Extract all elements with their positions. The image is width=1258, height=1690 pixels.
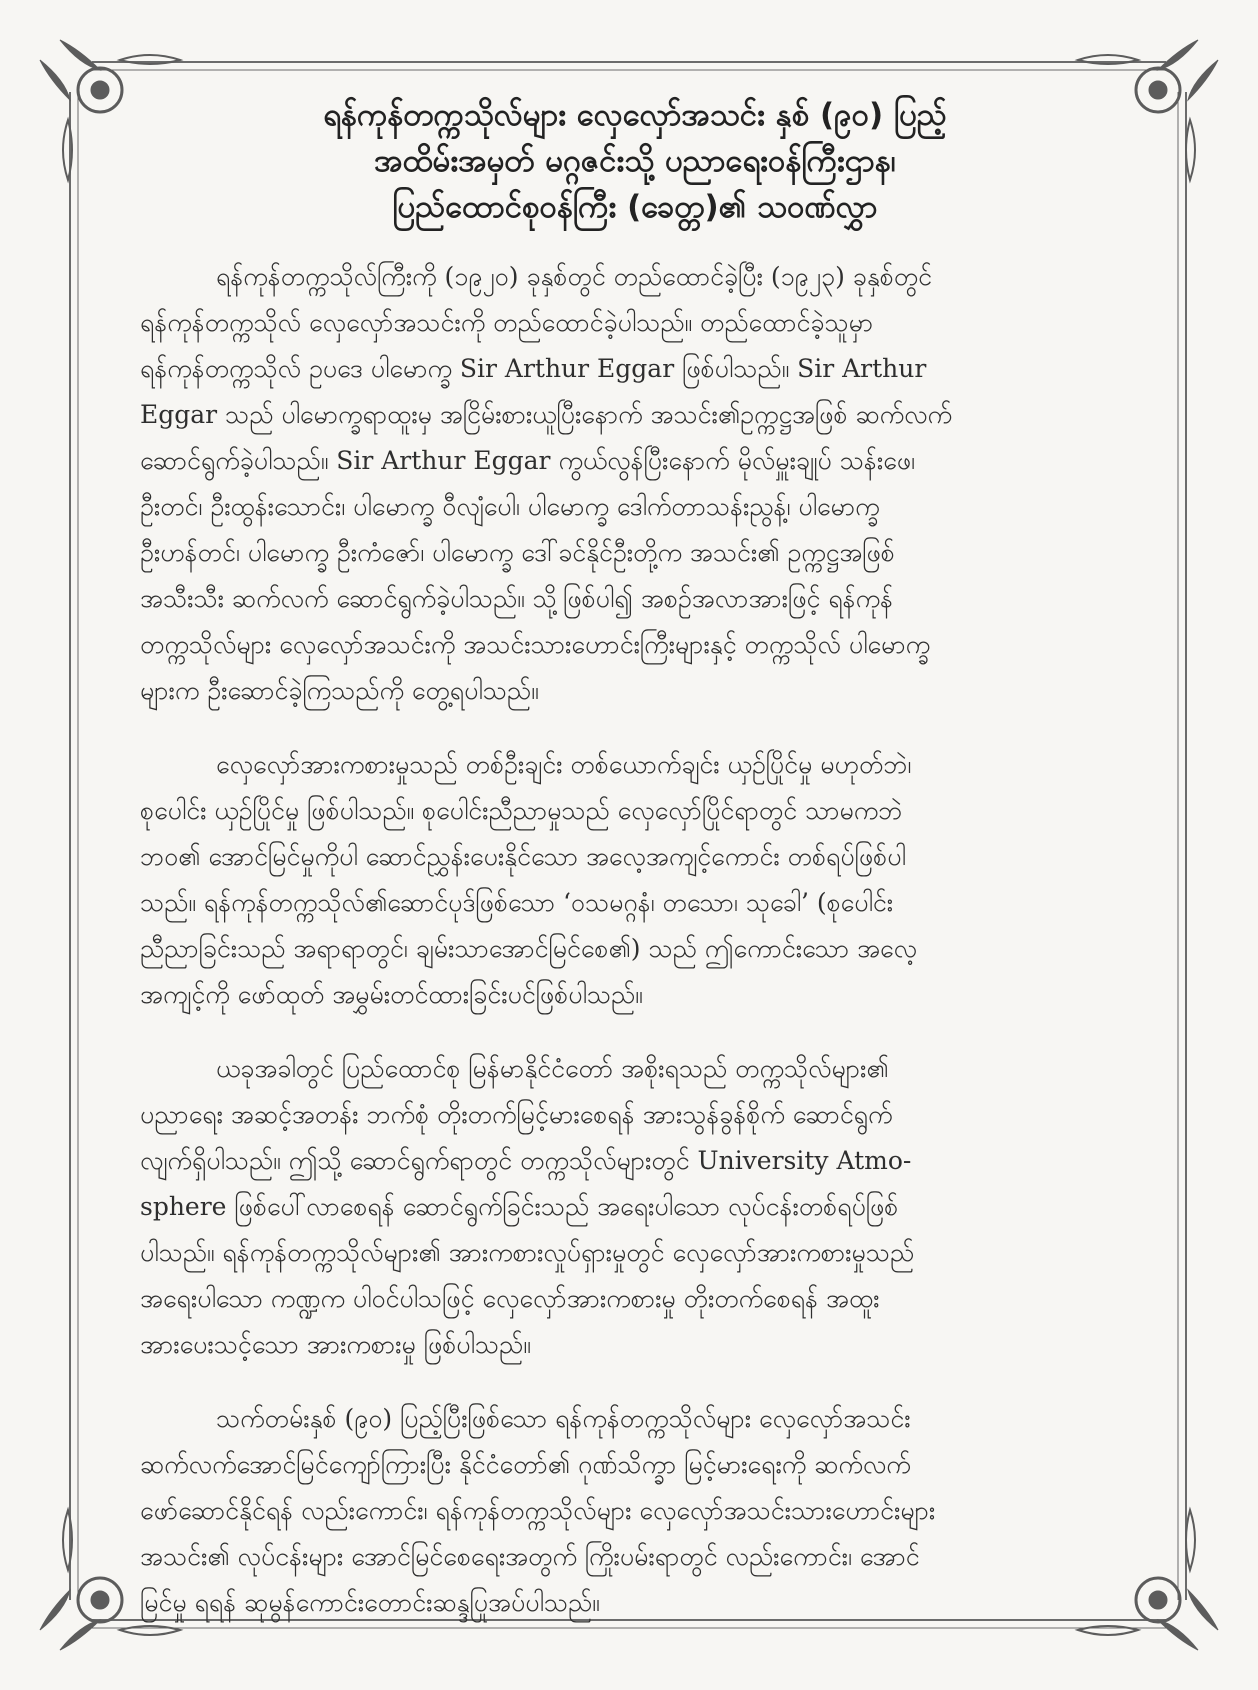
text-line: အသီးသီး ဆက်လက် ဆောင်ရွက်ခဲ့ပါသည်။ သို့ဖြစ်ပါ၍ အစဉ်အလာအားဖြင့် ရန်ကုန်: [140, 584, 894, 613]
text-line: လှေလှော်အားကစားမှုသည် တစ်ဦးချင်း တစ်ယောက်ချင်း ယှဉ်ပြိုင်မှု မဟုတ်ဘဲ၊: [216, 750, 912, 779]
text-line: ပါသည်။ ရန်ကုန်တက္ကသိုလ်များ၏ အားကစားလှုပ်ရှားမှုတွင် လှေလှော်အားကစားမှုသည်: [140, 1238, 915, 1267]
text-line: ရန်ကုန်တက္ကသိုလ် လှေလှော်အသင်းကို တည်ထောင်ခဲ့ပါသည်။ တည်ထောင်ခဲ့သူမှာ: [140, 308, 874, 337]
paragraph-government: [140, 1046, 1130, 1368]
text-line: ဦးဟန်တင်၊ ပါမောက္ခ ဦးကံဇော်၊ ပါမောက္ခ ဒေါ်ခင်နိုင်ဦးတို့က အသင်း၏ ဥက္ကဋ္ဌအဖြစ်: [140, 538, 895, 567]
text-line: အကျင့်ကို ဖော်ထုတ် အမွှမ်းတင်ထားခြင်းပင်ဖြစ်ပါသည်။: [140, 980, 643, 1009]
text-line: အားပေးသင့်သော အားကစားမှု ဖြစ်ပါသည်။: [140, 1330, 531, 1359]
text-line: ညီညာခြင်းသည် အရာရာတွင်၊ ချမ်းသာအောင်မြင်စေ၏) သည် ဤကောင်းသော အလေ့: [140, 934, 918, 963]
text-line: လျက်ရှိပါသည်။ ဤသို့ ဆောင်ရွက်ရာတွင် တက္ကသိုလ်များတွင် University Atmo-: [140, 1146, 912, 1175]
text-line: စုပေါင်း ယှဉ်ပြိုင်မှု ဖြစ်ပါသည်။ စုပေါင်းညီညာမှုသည် လှေလှော်ပြိုင်ရာတွင် သာမကဘဲ: [140, 796, 903, 825]
title-line: ရန်ကုန်တက္ကသိုလ်များ လှေလှော်အသင်း နှစ် (၉၀) ပြည့်: [323, 97, 947, 133]
letter-title: [140, 92, 1130, 230]
text-line: ဆောင်ရွက်ခဲ့ပါသည်။ Sir Arthur Eggar ကွယ်လွန်ပြီးနောက် မိုလ်မှူးချုပ် သန်းဖေ၊: [140, 446, 915, 475]
text-line: အသင်း၏ လုပ်ငန်းများ အောင်မြင်စေရေးအတွက် ကြိုးပမ်းရာတွင် လည်းကောင်း၊ အောင်: [140, 1542, 920, 1571]
text-line: ဘဝ၏ အောင်မြင်မှုကိုပါ ဆောင်ညွှန်းပေးနိုင်သော အလေ့အကျင့်ကောင်း တစ်ရပ်ဖြစ်ပါ: [140, 842, 906, 871]
paragraph-teamwork: [140, 742, 1130, 1018]
text-line: သက်တမ်းနှစ် (၉၀) ပြည့်ပြီးဖြစ်သော ရန်ကုန်တက္ကသိုလ်များ လှေလှော်အသင်း: [216, 1404, 911, 1433]
letter-body: [140, 92, 1130, 1654]
text-line: ရန်ကုန်တက္ကသိုလ် ဥပဒေ ပါမောက္ခ Sir Arthur Eggar ဖြစ်ပါသည်။ Sir Arthur: [140, 354, 927, 383]
text-line: ဆက်လက်အောင်မြင်ကျော်ကြားပြီး နိုင်ငံတော်၏ ဂုဏ်သိက္ခာ မြင့်မားရေးကို ဆက်လက်: [140, 1450, 911, 1479]
paragraph-wishes: [140, 1396, 1130, 1626]
text-line: မြင်မှု ရရန် ဆုမွန်ကောင်းတောင်းဆန္ဒပြုအပ်ပါသည်။: [140, 1588, 600, 1617]
text-line: ရန်ကုန်တက္ကသိုလ်ကြီးကို (၁၉၂၀) ခုနှစ်တွင် တည်ထောင်ခဲ့ပြီး (၁၉၂၃) ခုနှစ်တွင်: [216, 262, 933, 291]
title-line: ပြည်ထောင်စုဝန်ကြီး (ခေတ္တ)၏ သဝဏ်လွှာ: [392, 189, 878, 225]
text-line: ဦးတင်၊ ဦးထွန်းသောင်း၊ ပါမောက္ခ ဝီလျံပေါ၊ ပါမောက္ခ ဒေါက်တာသန်းညွန့်၊ ပါမောက္ခ: [140, 492, 880, 521]
text-line: ပညာရေး အဆင့်အတန်း ဘက်စုံ တိုးတက်မြင့်မားစေရန် အားသွန်ခွန်စိုက် ဆောင်ရွက်: [140, 1100, 893, 1129]
text-line: ဖော်ဆောင်နိုင်ရန် လည်းကောင်း၊ ရန်ကုန်တက္ကသိုလ်များ လှေလှော်အသင်းသားဟောင်းများ: [140, 1496, 936, 1525]
text-line: တက္ကသိုလ်များ လှေလှော်အသင်းကို အသင်းသားဟောင်းကြီးများနှင့် တက္ကသိုလ် ပါမောက္ခ: [140, 630, 931, 659]
text-line: သည်။ ရန်ကုန်တက္ကသိုလ်၏ဆောင်ပုဒ်ဖြစ်သော ‘ဝသမဂ္ဂနံ၊ တသော၊ သုခေါ’ (စုပေါင်း: [140, 888, 894, 917]
text-line: များက ဦးဆောင်ခဲ့ကြသည်ကို တွေ့ရပါသည်။: [140, 676, 539, 705]
text-line: အရေးပါသော ကဏ္ဍက ပါဝင်ပါသဖြင့် လှေလှော်အားကစားမှု တိုးတက်စေရန် အထူး: [140, 1284, 880, 1313]
paragraph-history: [140, 254, 1130, 714]
text-line: Eggar သည် ပါမောက္ခရာထူးမှ အငြိမ်းစားယူပြီးနောက် အသင်း၏ဥက္ကဋ္ဌအဖြစ် ဆက်လက်: [140, 400, 952, 429]
text-line: ယခုအခါတွင် ပြည်ထောင်စု မြန်မာနိုင်ငံတော် အစိုးရသည် တက္ကသိုလ်များ၏: [216, 1054, 889, 1083]
title-line: အထိမ်းအမှတ် မဂ္ဂဇင်းသို့ ပညာရေးဝန်ကြီးဌာန၊: [374, 143, 896, 179]
text-line: sphere ဖြစ်ပေါ်လာစေရန် ဆောင်ရွက်ခြင်းသည် အရေးပါသော လုပ်ငန်းတစ်ရပ်ဖြစ်: [140, 1192, 899, 1221]
